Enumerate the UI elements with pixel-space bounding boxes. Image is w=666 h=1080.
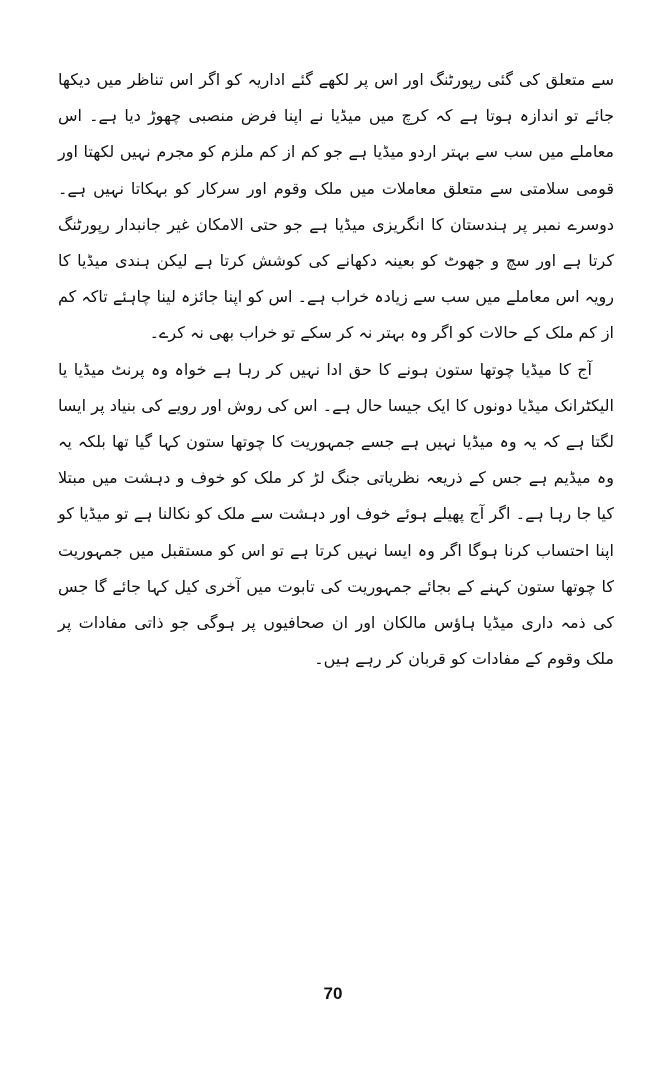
paragraph-1: سے متعلق کی گئی رپورٹنگ اور اس پر لکھے گئے اداریہ کو اگر اس تناظر میں دیکھا جائے تو اندازہ ہوتا ہے کہ کرچ میں میڈیا نے اپنا فرض منصبی چھوڑ دیا ہے۔ اس معاملے میں سب سے بہتر اردو میڈیا ہے جو کم از کم ملزم کو مجرم نہیں لکھتا اور قومی سلامتی سے متعلق معاملات میں ملک وقوم اور سرکار کو بہکاتا نہیں ہے۔ دوسرے نمبر پر ہندستان کا انگریزی میڈیا ہے جو حتی الامکان غیر جانبدار رپورٹنگ کرتا ہے اور سچ و جھوٹ کو بعینہ دکھانے کی کوشش کرتا ہے لیکن ہندی میڈیا کا رویہ اس معاملے میں سب سے زیادہ خراب ہے۔ اس کو اپنا جائزہ لینا چاہئے تاکہ کم از کم ملک کے حالات کو اگر وہ بہتر نہ کر سکے تو خراب بھی نہ کرے۔	[58, 70, 614, 343]
paragraph-2: آج کا میڈیا چوتھا ستون ہونے کا حق ادا نہیں کر رہا ہے خواہ وہ پرنٹ میڈیا یا الیکٹرانک میڈیا دونوں کا ایک جیسا حال ہے۔ اس کی روش اور رویے کی بنیاد پر ایسا لگتا ہے کہ یہ وہ میڈیا نہیں ہے جسے جمہوریت کا چوتھا ستون کہا گیا تھا بلکہ یہ وہ میڈیم ہے جس کے ذریعہ نظریاتی جنگ لڑ کر ملک کو خوف و دہشت میں مبتلا کیا جا رہا ہے۔ اگر آج پھیلے ہوئے خوف اور دہشت سے ملک کو نکالنا ہے تو میڈیا کو اپنا احتساب کرنا ہوگا اگر وہ ایسا نہیں کرتا ہے تو اس کو مستقبل میں جمہوریت کا چوتھا ستون کہنے کے بجائے جمہوریت کی تابوت میں آخری کیل کہا جائے گا جس کی ذمہ داری میڈیا ہاؤس مالکان اور ان صحافیوں پر ہوگی جو ذاتی مفادات پر ملک وقوم کے مفادات کو قربان کر رہے ہیں۔	[58, 359, 615, 669]
body-text	[58, 62, 614, 677]
page-number: 70	[323, 984, 343, 1003]
